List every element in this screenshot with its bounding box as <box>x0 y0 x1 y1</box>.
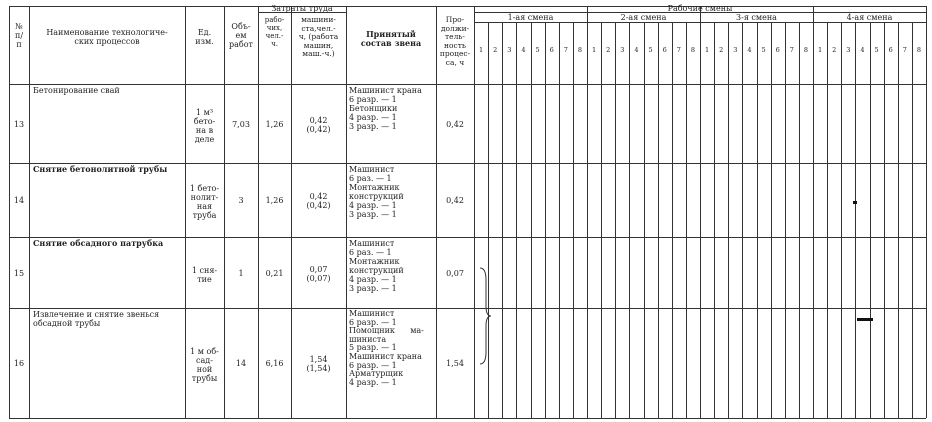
hour-line <box>771 22 772 418</box>
hour-line <box>884 22 885 418</box>
hour-line <box>757 22 758 418</box>
hour-line <box>545 22 546 418</box>
header-labor-group: Затраты труда <box>271 4 333 13</box>
row-num: 16 <box>13 359 25 368</box>
shift-line-2 <box>700 6 701 418</box>
shift-line-0 <box>474 6 475 418</box>
column-line-1 <box>29 6 30 418</box>
row-volume: 1 <box>238 269 244 278</box>
row-machinists: 0,42 (0,42) <box>306 116 331 134</box>
gantt-bar-row-16 <box>857 318 873 321</box>
hour-line <box>870 22 871 418</box>
column-line-7 <box>436 6 437 418</box>
shift-line-4 <box>926 6 927 418</box>
row-volume: 3 <box>238 196 244 205</box>
gantt-bar-row-14 <box>853 201 857 204</box>
hour-label: 6 <box>662 46 667 54</box>
hour-label: 4 <box>747 46 752 54</box>
hour-label: 8 <box>803 46 808 54</box>
row-16-top <box>9 308 926 309</box>
hour-line <box>644 22 645 418</box>
hour-line <box>728 22 729 418</box>
hour-line <box>629 22 630 418</box>
hour-label: 1 <box>704 46 710 54</box>
hour-label: 7 <box>789 46 794 54</box>
hour-label: 1 <box>817 46 823 54</box>
row-volume: 14 <box>235 359 247 368</box>
header-labor-machinists: машини- ста,чел.- ч, (работа машин, маш.-ч.) <box>298 15 339 58</box>
hour-line <box>799 22 800 418</box>
column-line-4 <box>258 6 259 418</box>
row-process: Снятие бетонолитной трубы <box>33 164 168 174</box>
hour-label: 7 <box>902 46 907 54</box>
curly-brace <box>478 266 494 366</box>
header-shifts-title: Рабочие смены <box>667 4 733 13</box>
hour-line <box>615 22 616 418</box>
hour-label: 5 <box>648 46 653 54</box>
hour-label: 2 <box>493 46 498 54</box>
hour-label: 4 <box>860 46 865 54</box>
shift-name-3: 3-я смена <box>736 13 777 22</box>
hour-label: 3 <box>846 46 851 54</box>
hour-label: 6 <box>549 46 554 54</box>
hour-label: 7 <box>676 46 681 54</box>
header-unit: Ед. изм. <box>195 28 214 46</box>
shift-line-1 <box>587 6 588 418</box>
shift-name-1: 1-ая смена <box>507 13 554 22</box>
row-crew: Машинист 6 разр. — 1 Помощник ма- шиниста 5 разр. — 1 Машинист крана 6 разр. — 1 Арматурщик 4 разр. — 1 <box>349 309 424 387</box>
hour-label: 1 <box>478 46 484 54</box>
hour-label: 8 <box>577 46 582 54</box>
header-process: Наименование технологиче- ских процессов <box>46 28 168 46</box>
hour-label: 5 <box>535 46 540 54</box>
hour-line <box>516 22 517 418</box>
hour-line <box>573 22 574 418</box>
hour-label: 3 <box>733 46 738 54</box>
row-machinists: 0,42 (0,42) <box>306 192 331 210</box>
hour-line <box>714 22 715 418</box>
hour-label: 4 <box>521 46 526 54</box>
header-labor-workers: рабо- чих, чел.- ч. <box>264 16 285 48</box>
row-crew: Машинист крана 6 разр. — 1 Бетонщики 4 разр. — 1 3 разр. — 1 <box>349 86 422 131</box>
hour-label: 8 <box>690 46 695 54</box>
column-line-3 <box>224 6 225 418</box>
hour-label: 2 <box>606 46 611 54</box>
row-volume: 7,03 <box>232 120 250 129</box>
row-num: 15 <box>13 269 25 278</box>
hour-label: 7 <box>563 46 568 54</box>
header-crew: Принятый состав звена <box>360 29 422 48</box>
row-unit: 1 м об- сад- ной трубы <box>190 347 219 383</box>
hour-line <box>531 22 532 418</box>
shift-name-4: 4-ая смена <box>846 13 893 22</box>
shift-name-2: 2-ая смена <box>620 13 667 22</box>
hour-line <box>855 22 856 418</box>
hour-line <box>742 22 743 418</box>
row-num: 14 <box>13 196 25 205</box>
hour-line <box>912 22 913 418</box>
hour-label: 2 <box>832 46 837 54</box>
row-duration: 0,07 <box>446 269 464 278</box>
row-crew: Машинист 6 раз. — 1 Монтажник конструкций 4 разр. — 1 3 разр. — 1 <box>349 239 404 293</box>
hour-label: 6 <box>888 46 893 54</box>
hour-label: 8 <box>916 46 921 54</box>
column-line-6 <box>346 6 347 418</box>
hour-line <box>601 22 602 418</box>
hour-label: 3 <box>620 46 625 54</box>
header-duration: Про- должи- тель- ность процес- са, ч <box>439 15 471 67</box>
row-duration: 0,42 <box>446 120 464 129</box>
row-duration: 1,54 <box>446 359 464 368</box>
hour-line <box>841 22 842 418</box>
column-line-0 <box>9 6 10 418</box>
row-duration: 0,42 <box>446 196 464 205</box>
row-workers: 6,16 <box>265 359 284 368</box>
hour-line <box>672 22 673 418</box>
row-unit: 1 бето- нолит- ная труба <box>189 184 220 220</box>
hour-label: 5 <box>874 46 879 54</box>
hour-label: 3 <box>507 46 512 54</box>
row-num: 13 <box>13 120 25 129</box>
row-process: Бетонирование свай <box>33 86 120 95</box>
row-machinists: 0,07 (0,07) <box>306 265 331 283</box>
hour-line <box>898 22 899 418</box>
row-workers: 1,26 <box>265 120 284 129</box>
header-volume: Объ- ем работ <box>229 22 253 49</box>
row-machinists: 1,54 (1,54) <box>306 355 331 373</box>
row-process: Извлечение и снятие звенься обсадной трубы <box>33 310 160 328</box>
row-unit: 1 м³ бето- на в деле <box>193 108 216 144</box>
row-workers: 0,21 <box>265 269 284 278</box>
row-unit: 1 сня- тие <box>191 266 218 284</box>
hour-line <box>686 22 687 418</box>
row-workers: 1,26 <box>265 196 284 205</box>
row-crew: Машинист 6 раз. — 1 Монтажник конструкций 4 разр. — 1 3 разр. — 1 <box>349 165 404 219</box>
hour-label: 2 <box>719 46 724 54</box>
hour-line <box>827 22 828 418</box>
hour-line <box>559 22 560 418</box>
table-bottom-border <box>9 418 926 419</box>
hour-label: 5 <box>761 46 766 54</box>
hour-label: 4 <box>634 46 639 54</box>
hour-label: 1 <box>591 46 597 54</box>
hour-line <box>785 22 786 418</box>
row-13-top <box>9 84 926 85</box>
shift-line-3 <box>813 6 814 418</box>
row-process: Снятие обсадного патрубка <box>33 238 164 248</box>
header-num: № п/ п <box>14 22 24 49</box>
hour-line <box>658 22 659 418</box>
hour-line <box>502 22 503 418</box>
hour-label: 6 <box>775 46 780 54</box>
